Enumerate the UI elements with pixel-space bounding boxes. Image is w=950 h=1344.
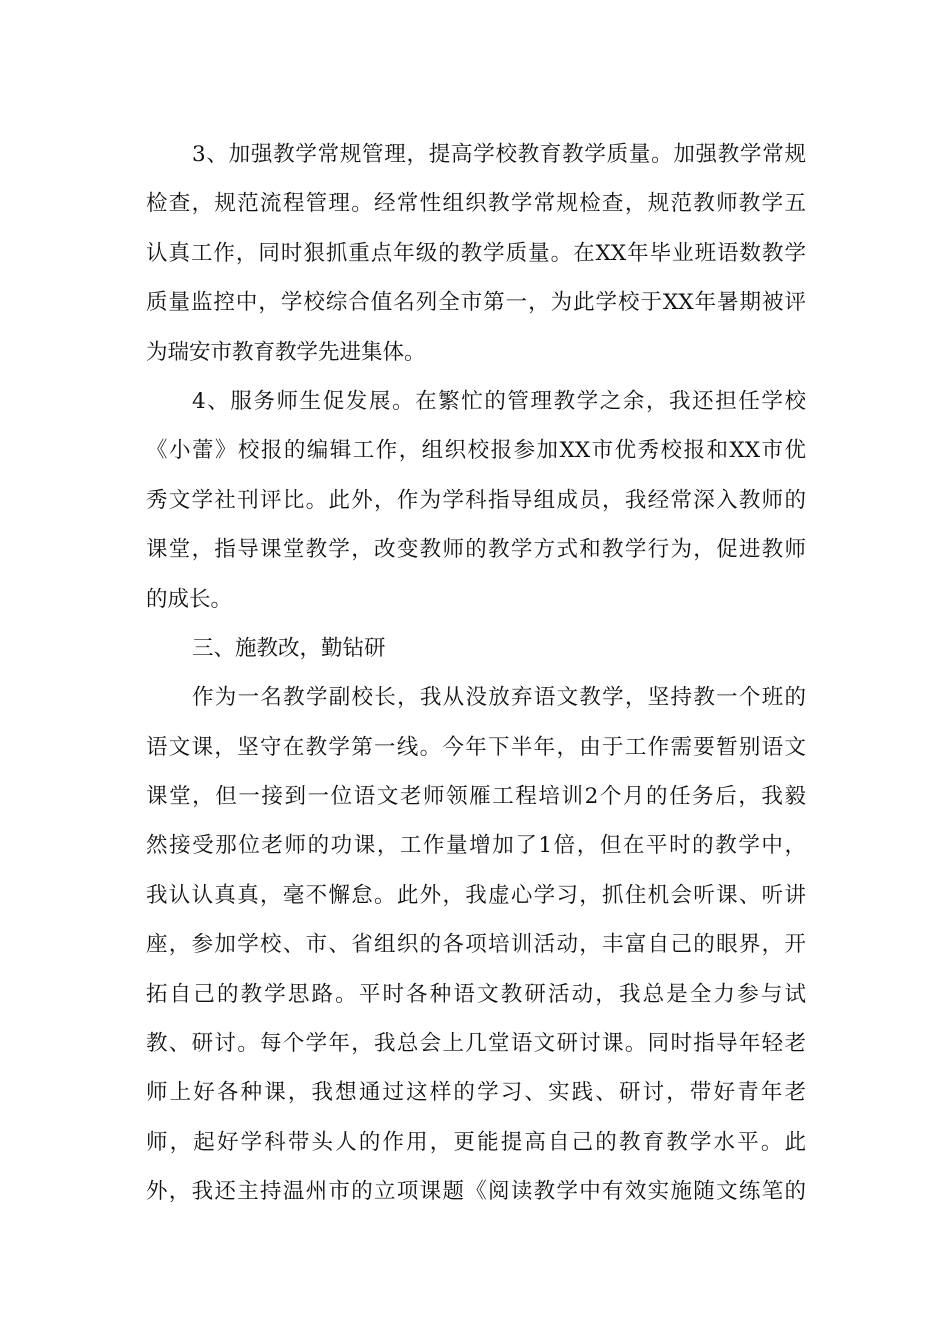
paragraph-line: 4、服务师生促发展。在繁忙的管理教学之余，我还担任学校 [192, 388, 806, 414]
paragraph-line: 教、研讨。每个学年，我总会上几堂语文研讨课。同时指导年轻老 [146, 1031, 806, 1057]
paragraph-line: 检查，规范流程管理。经常性组织教学常规检查，规范教师教学五 [146, 191, 806, 217]
paragraph-line: 为瑞安市教育教学先进集体。 [146, 339, 426, 365]
section-heading: 三、施教改，勤钻研 [192, 635, 386, 661]
paragraph-line: 外，我还主持温州市的立项课题《阅读教学中有效实施随文练笔的 [146, 1179, 806, 1205]
paragraph-line: 我认认真真，毫不懈怠。此外，我虚心学习，抓住机会听课、听讲 [146, 882, 806, 908]
paragraph-line: 3、加强教学常规管理，提高学校教育教学质量。加强教学常规 [192, 142, 806, 167]
paragraph-line: 师上好各种课，我想通过这样的学习、实践、研讨，带好青年老 [146, 1080, 806, 1106]
paragraph-line: 作为一名教学副校长，我从没放弃语文教学，坚持教一个班的 [192, 685, 806, 711]
paragraph-line: 座，参加学校、市、省组织的各项培训活动，丰富自己的眼界，开 [146, 932, 806, 958]
paragraph-line: 语文课，坚守在教学第一线。今年下半年，由于工作需要暂别语文 [146, 734, 806, 760]
paragraph-line: 拓自己的教学思路。平时各种语文教研活动，我总是全力参与试 [146, 981, 806, 1007]
paragraph-line: 然接受那位老师的功课，工作量增加了1倍，但在平时的教学中， [146, 833, 806, 859]
paragraph-line: 师，起好学科带头人的作用，更能提高自己的教育教学水平。此 [146, 1129, 806, 1155]
paragraph-line: 课堂，指导课堂教学，改变教师的教学方式和教学行为，促进教师 [146, 537, 806, 563]
paragraph-line: 《小蕾》校报的编辑工作，组织校报参加XX市优秀校报和XX市优 [146, 438, 806, 464]
paragraph-line: 的成长。 [146, 586, 233, 612]
document-body [146, 130, 806, 1217]
paragraph-line: 认真工作，同时狠抓重点年级的教学质量。在XX年毕业班语数教学 [146, 240, 806, 266]
paragraph-line: 质量监控中，学校综合值名列全市第一，为此学校于XX年暑期被评 [146, 290, 806, 316]
paragraph-line: 课堂，但一接到一位语文老师领雁工程培训2个月的任务后，我毅 [146, 784, 806, 810]
paragraph-line: 秀文学社刊评比。此外，作为学科指导组成员，我经常深入教师的 [146, 487, 806, 513]
